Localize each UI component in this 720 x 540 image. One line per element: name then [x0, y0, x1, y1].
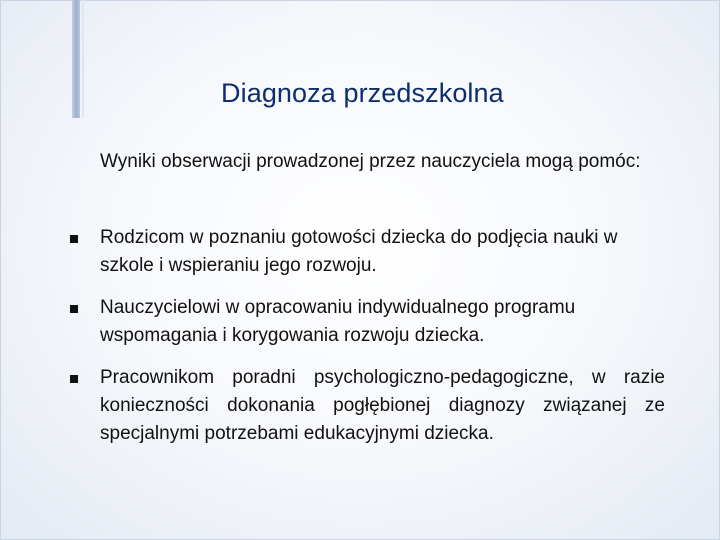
- bullet-list: [70, 224, 670, 448]
- bullet-item: [70, 224, 670, 280]
- bullet-item: [70, 294, 670, 350]
- bullet-item: [70, 364, 670, 448]
- square-bullet-icon: [70, 305, 78, 313]
- bullet-text: Pracownikom poradni psychologiczno-pedagogiczne, w razie konieczności dokonania pogłębionej diagnozy związanej ze specjalnymi potrzebami edukacyjnymi dziecka.: [100, 367, 665, 444]
- accent-bar: [72, 0, 80, 118]
- square-bullet-icon: [70, 375, 78, 383]
- accent-bar-highlight: [82, 0, 84, 118]
- slide-title: Diagnoza przedszkolna: [221, 78, 504, 108]
- bullet-text: Rodzicom w poznaniu gotowości dziecka do podjęcia nauki w szkole i wspieraniu jego rozwoju.: [100, 227, 618, 276]
- intro-text: Wyniki obserwacji prowadzonej przez nauczyciela mogą pomóc:: [100, 151, 641, 172]
- bullet-text: Nauczycielowi w opracowaniu indywidualnego programu wspomagania i korygowania rozwoju dziecka.: [100, 297, 576, 346]
- square-bullet-icon: [70, 235, 78, 243]
